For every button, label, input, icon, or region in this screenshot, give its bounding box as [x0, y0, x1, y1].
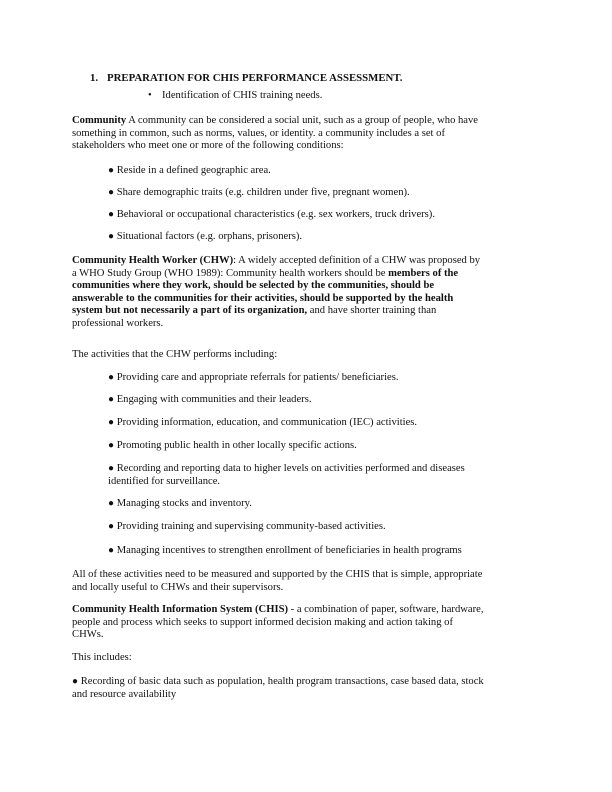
activities-intro: The activities that the CHW performs including: — [72, 349, 278, 360]
bullet-icon: ● — [72, 676, 79, 687]
chw-paragraph-line-1 — [72, 255, 480, 268]
section-number: 1. — [90, 72, 99, 84]
bullet-icon: • — [148, 90, 152, 101]
bullet-icon: ● — [108, 372, 115, 383]
chw-bold-text: members of the — [388, 267, 459, 279]
condition-text: Reside in a defined geographic area. — [116, 165, 271, 176]
activity-text: Providing training and supervising community-based activities. — [116, 521, 386, 532]
community-paragraph-line-3: stakeholders who meet one or more of the following conditions: — [72, 140, 344, 151]
chw-text: a WHO Study Group (WHO 1989): Community health workers should be — [72, 267, 389, 279]
activities-summary-line-2: and locally useful to CHWs and their supervisors. — [72, 581, 284, 593]
bullet-icon: ● — [108, 394, 115, 405]
activity-list-item — [108, 417, 417, 430]
condition-list-item — [108, 231, 302, 244]
sub-bullet-text: Identification of CHIS training needs. — [162, 90, 323, 101]
chw-bold-text: system but not necessarily a part of its organization, — [72, 305, 308, 316]
chis-paragraph-line-3: CHWs. — [72, 629, 104, 640]
chis-include-item — [72, 676, 484, 689]
activity-list-item — [108, 372, 399, 385]
activity-list-item — [108, 521, 386, 534]
chw-paragraph-line-6: professional workers. — [72, 317, 164, 329]
chis-include-text: Recording of basic data such as population, health program transactions, case based data, stock — [80, 676, 484, 687]
condition-list-item — [108, 209, 435, 222]
chw-paragraph-line-5 — [72, 305, 436, 318]
chw-text: and have shorter training than — [307, 305, 437, 316]
activity-list-item — [108, 463, 465, 476]
community-definition-text: A community can be considered a social unit, such as a group of people, who have — [126, 115, 479, 126]
activity-list-item-continuation: identified for surveillance. — [108, 475, 221, 487]
section-title: PREPARATION FOR CHIS PERFORMANCE ASSESSMENT. — [107, 72, 403, 84]
activity-text: Engaging with communities and their leaders. — [116, 394, 312, 405]
activity-text: Managing stocks and inventory. — [116, 498, 252, 509]
condition-text: Share demographic traits (e.g. children under five, pregnant women). — [116, 187, 410, 198]
bullet-icon: ● — [108, 417, 115, 428]
chis-include-item-continuation: and resource availability — [72, 688, 177, 700]
bullet-icon: ● — [108, 187, 115, 198]
bullet-icon: ● — [108, 440, 115, 451]
activity-list-item — [108, 394, 311, 407]
condition-list-item — [108, 165, 271, 178]
bullet-icon: ● — [108, 545, 115, 556]
activity-list-item — [108, 440, 357, 453]
sub-bullet-item — [148, 90, 322, 103]
activity-list-item — [108, 545, 462, 558]
condition-text: Behavioral or occupational characteristics (e.g. sex workers, truck drivers). — [116, 209, 435, 220]
condition-text: Situational factors (e.g. orphans, prisoners). — [116, 231, 303, 242]
chis-paragraph-line-1 — [72, 604, 483, 617]
chw-paragraph-line-2 — [72, 268, 458, 281]
activity-text: Providing care and appropriate referrals for patients/ beneficiaries. — [116, 372, 399, 383]
chw-paragraph-line-3: communities where they work, should be selected by the communities, should be — [72, 280, 435, 291]
activity-text: Recording and reporting data to higher levels on activities performed and diseases — [116, 463, 465, 474]
chw-term: Community Health Worker (CHW) — [72, 255, 234, 266]
community-term: Community — [72, 115, 127, 126]
activity-list-item — [108, 498, 252, 511]
chis-text: - a combination of paper, software, hardware, — [288, 604, 484, 615]
chis-paragraph-line-2: people and process which seeks to support informed decision making and action taking of — [72, 616, 453, 628]
bullet-icon: ● — [108, 521, 115, 532]
activity-text: Promoting public health in other locally specific actions. — [116, 440, 357, 451]
bullet-icon: ● — [108, 165, 115, 176]
chw-text: : A widely accepted definition of a CHW was proposed by — [233, 255, 481, 266]
condition-list-item — [108, 187, 410, 200]
activity-text: Providing information, education, and communication (IEC) activities. — [116, 417, 418, 428]
bullet-icon: ● — [108, 209, 115, 220]
chis-term: Community Health Information System (CHIS) — [72, 604, 288, 615]
bullet-icon: ● — [108, 231, 115, 242]
section-heading — [90, 72, 402, 85]
bullet-icon: ● — [108, 498, 115, 509]
chis-includes-label: This includes: — [72, 652, 132, 663]
chw-paragraph-line-4: answerable to the communities for their activities, should be supported by the health — [72, 292, 454, 304]
activities-summary-line-1: All of these activities need to be measured and supported by the CHIS that is simple, appropriate — [72, 569, 483, 580]
bullet-icon: ● — [108, 463, 115, 474]
community-paragraph-line-2: something in common, such as norms, values, or identity. a community includes a set of — [72, 127, 445, 139]
activity-text: Managing incentives to strengthen enrollment of beneficiaries in health programs — [116, 545, 462, 556]
community-paragraph-line-1 — [72, 115, 478, 128]
